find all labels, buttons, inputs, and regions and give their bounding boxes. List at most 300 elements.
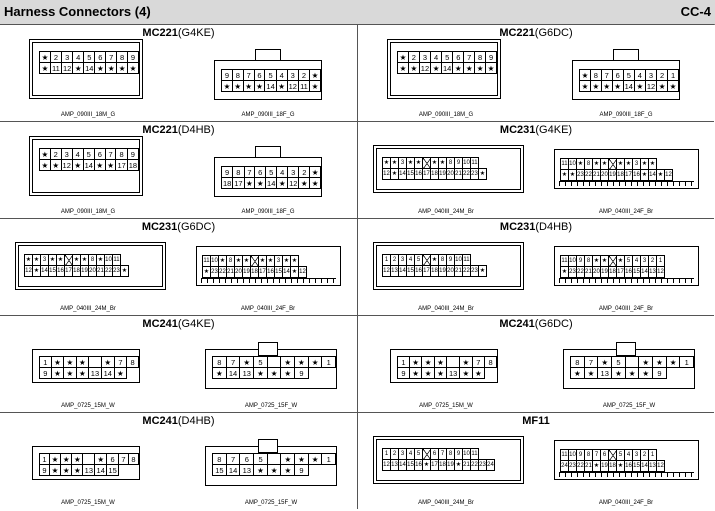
connector-title [358, 124, 714, 136]
connector-code: MC231 [499, 221, 536, 233]
pin-cell: 4 [431, 52, 442, 63]
pin-cell: ★ [95, 63, 106, 74]
pin-row [40, 454, 139, 465]
connector-variant: (G6DC) [534, 27, 573, 39]
pin-cell: 15 [407, 266, 415, 277]
connector-female [205, 349, 337, 389]
pin-cell: 8 [439, 255, 447, 266]
pin-cell: 5 [442, 52, 453, 63]
connector-part-label: AMP_040III_24F_Br [598, 209, 654, 215]
pin-cell: ★ [598, 357, 612, 368]
pin-cell: ★ [431, 63, 442, 74]
pin-cell: ★ [40, 149, 51, 160]
pin-cell: 13 [598, 368, 612, 379]
pin-cell: 1 [383, 255, 391, 266]
pin-cell: 22 [577, 461, 585, 472]
pin-cell: ★ [383, 158, 391, 169]
pin-cell: 8 [213, 454, 227, 465]
connector-part-label: AMP_090III_18M_G [60, 209, 116, 215]
pin-row [203, 267, 307, 278]
connector-female [554, 149, 699, 189]
pin-cell: ★ [40, 52, 51, 63]
pin-cell: ★ [464, 63, 475, 74]
pin-grid [560, 449, 665, 472]
pin-cell: 7 [106, 52, 117, 63]
pin-cell: 9 [455, 449, 463, 460]
pin-cell: ★ [593, 461, 601, 472]
pin-cell: 19 [601, 461, 609, 472]
pin-cell: ★ [612, 368, 626, 379]
connector-part-label: AMP_040III_24M_Br [418, 500, 474, 506]
pin-cell: ★ [479, 169, 487, 180]
pin-cell: ★ [641, 159, 649, 170]
pin-cell: 13 [391, 460, 399, 471]
pin-cell: 8 [89, 255, 97, 266]
pin-row [222, 70, 321, 81]
pin-cell: 6 [95, 52, 106, 63]
pin-row [40, 52, 139, 63]
connector-male [32, 42, 140, 96]
pin-cell: 22 [463, 169, 471, 180]
pin-cell: 14 [624, 81, 633, 91]
pin-cell: ★ [415, 158, 423, 169]
connector-variant: (G4KE) [535, 124, 573, 136]
connector-variant: (D4HB) [177, 124, 215, 136]
pin-cell: 2 [649, 256, 657, 267]
pin-cell: ★ [641, 170, 649, 181]
pin-cell: ★ [281, 368, 295, 379]
connector-variant: (D4HB) [535, 221, 573, 233]
pin-cell: 7 [119, 454, 129, 465]
pin-cell: 18 [609, 267, 617, 278]
pin-row [383, 158, 487, 169]
pin-cell: 20 [447, 169, 455, 180]
pin-grid [570, 356, 694, 379]
pin-cell: 8 [128, 454, 138, 465]
connector-latch [255, 146, 281, 158]
pin-cell: 1 [40, 454, 50, 465]
pin-cell: 18 [251, 267, 259, 278]
pin-cell: ★ [308, 357, 322, 368]
pin-cell: ★ [472, 368, 484, 379]
pin-cell: 21 [585, 461, 593, 472]
pin-cell: ★ [40, 63, 51, 74]
pin-cell: 3 [287, 70, 298, 81]
pin-cell: 9 [40, 368, 52, 379]
pin-cell: 6 [107, 454, 119, 465]
pin-cell: ★ [391, 158, 399, 169]
pin-cell: 6 [612, 70, 623, 81]
pin-cell: 11 [471, 449, 479, 460]
pin-cell: ★ [219, 256, 227, 267]
pin-cell: 18 [128, 160, 138, 170]
pin-row [580, 70, 679, 81]
pin-cell: ★ [617, 256, 625, 267]
connector-ribs [559, 278, 694, 283]
pin-cell: 14 [399, 266, 407, 277]
connector-female [214, 157, 322, 197]
pin-cell: ★ [203, 267, 211, 278]
pin-cell: 3 [645, 70, 656, 81]
pin-cell: ★ [434, 357, 446, 368]
pin-cell: 23 [471, 169, 479, 180]
pin-row [561, 256, 665, 267]
pin-cell: 8 [475, 52, 486, 63]
pin-cell: 22 [585, 170, 593, 181]
pin-row [561, 450, 665, 461]
pin-cell: 1 [398, 357, 410, 368]
pin-cell: ★ [49, 465, 60, 476]
connector-panel-mf11 [357, 412, 714, 509]
pin-row [561, 461, 665, 472]
pin-cell: ★ [114, 368, 126, 379]
pin-row [40, 149, 139, 160]
pin-cell: 24 [561, 461, 569, 472]
pin-cell: 7 [105, 149, 116, 160]
connector-latch [255, 49, 281, 61]
pin-cell: 9 [128, 52, 139, 63]
pin-cell: 6 [255, 167, 266, 178]
pin-cell: ★ [593, 159, 601, 170]
connector-part-label: AMP_090III_18M_G [418, 112, 474, 118]
connector-female [572, 60, 680, 100]
pin-cell: 12 [289, 178, 298, 188]
pin-cell [423, 255, 431, 266]
pin-cell: 9 [295, 465, 309, 476]
pin-cell: 11 [471, 158, 479, 169]
pin-cell: ★ [101, 357, 114, 368]
connector-male [390, 349, 498, 383]
pin-row [25, 266, 129, 277]
pin-cell: 14 [267, 178, 276, 188]
pin-cell: 20 [601, 170, 609, 181]
pin-row [222, 178, 321, 189]
pin-row [213, 368, 336, 379]
pin-grid [39, 356, 139, 379]
connector-panel-mc241 [357, 315, 714, 412]
pin-cell: 8 [585, 256, 593, 267]
pin-cell: ★ [460, 368, 472, 379]
pin-cell: 1 [668, 70, 679, 81]
pin-cell: 17 [234, 178, 243, 188]
pin-cell: ★ [593, 256, 601, 267]
pin-cell: ★ [657, 81, 668, 92]
pin-cell: 1 [322, 357, 336, 368]
connector-part-label: AMP_040III_24F_Br [598, 500, 654, 506]
connector-part-label: AMP_0725_15F_W [244, 403, 298, 409]
pin-cell: ★ [310, 81, 321, 92]
pin-cell: 20 [235, 267, 243, 278]
pin-cell: 3 [399, 449, 407, 460]
connector-code: MC231 [499, 124, 536, 136]
pin-cell: ★ [81, 255, 89, 266]
pin-cell: 7 [472, 357, 484, 368]
pin-cell: 9 [577, 450, 585, 461]
pin-cell: ★ [94, 160, 105, 171]
pin-cell: ★ [72, 454, 83, 465]
pin-cell: 15 [407, 460, 415, 471]
pin-cell: 23 [113, 266, 121, 277]
pin-cell: 7 [244, 167, 255, 178]
pin-cell: 18 [222, 178, 232, 188]
pin-cell: ★ [232, 81, 243, 92]
pin-row [398, 368, 497, 379]
pin-grid [39, 51, 139, 74]
pin-cell: 15 [633, 461, 641, 472]
connector-title [0, 415, 357, 427]
pin-cell: 19 [81, 266, 89, 277]
connector-latch [258, 342, 278, 356]
pin-grid [560, 158, 673, 181]
pin-cell: 19 [243, 267, 251, 278]
connector-latch [613, 49, 639, 61]
pin-cell: ★ [281, 465, 295, 476]
pin-cell: ★ [310, 178, 321, 189]
pin-cell: ★ [259, 256, 267, 267]
pin-cell: 20 [89, 266, 97, 277]
pin-cell: 14 [96, 465, 105, 475]
pin-cell: 2 [299, 167, 310, 178]
pin-cell: 8 [447, 449, 455, 460]
pin-cell: 9 [295, 368, 309, 379]
connector-ribs [201, 278, 336, 283]
pin-cell: ★ [422, 368, 434, 379]
pin-cell: 21 [227, 267, 235, 278]
pin-cell: 9 [127, 149, 138, 160]
pin-cell: 12 [62, 63, 72, 73]
pin-cell: 8 [127, 357, 139, 368]
pin-row [383, 255, 487, 266]
pin-cell: ★ [666, 357, 680, 368]
connector-male [32, 139, 140, 193]
pin-cell: 10 [455, 255, 463, 266]
pin-row [383, 169, 487, 180]
pin-cell: 5 [84, 52, 95, 63]
pin-cell: ★ [310, 70, 321, 81]
pin-cell [89, 357, 102, 368]
pin-cell: 7 [464, 52, 475, 63]
pin-row [398, 63, 497, 74]
pin-cell: 14 [266, 81, 275, 91]
pin-cell: ★ [584, 368, 598, 379]
pin-cell: 13 [240, 368, 254, 379]
pin-cell: ★ [398, 52, 409, 63]
pin-cell: ★ [668, 81, 679, 92]
pin-cell: 5 [265, 70, 276, 81]
pin-grid [579, 69, 679, 92]
pin-cell: 7 [439, 449, 447, 460]
pin-cell: 17 [423, 169, 431, 180]
pin-grid [221, 166, 321, 189]
pin-cell: 23 [577, 170, 585, 181]
pin-cell: 7 [114, 357, 126, 368]
pin-cell: 14 [443, 63, 452, 73]
pin-row [398, 357, 497, 368]
pin-grid [382, 254, 487, 277]
pin-cell: 5 [415, 449, 423, 460]
pin-cell: 12 [62, 160, 71, 170]
pin-cell [609, 450, 617, 461]
connector-part-label: AMP_040III_24M_Br [60, 306, 116, 312]
connector-part-label: AMP_040III_24F_Br [240, 306, 296, 312]
pin-cell: 12 [657, 461, 665, 472]
pin-cell: ★ [254, 81, 265, 92]
pin-cell: 2 [298, 70, 309, 81]
pin-row [213, 465, 336, 476]
pin-grid [39, 453, 139, 476]
pin-cell: 8 [447, 158, 455, 169]
page-number: CC-4 [680, 4, 711, 19]
pin-cell: 13 [649, 461, 657, 472]
pin-cell: 6 [94, 149, 105, 160]
pin-cell: 10 [569, 256, 577, 267]
connector-female [554, 246, 699, 286]
pin-cell: 18 [73, 266, 81, 277]
pin-cell: 4 [276, 70, 287, 81]
connector-code: MC221 [142, 27, 178, 39]
pin-cell: 15 [213, 465, 227, 476]
pin-row [40, 465, 139, 476]
connector-female [196, 246, 341, 286]
pin-cell: ★ [423, 460, 431, 471]
pin-cell [267, 454, 281, 465]
pin-cell: ★ [277, 178, 288, 189]
pin-cell: 12 [657, 267, 665, 278]
pin-cell: 13 [447, 368, 460, 379]
connector-variant: (D4HB) [177, 415, 215, 427]
pin-cell: 11 [203, 256, 211, 267]
pin-cell [83, 454, 95, 465]
connector-code: MC241 [142, 318, 178, 330]
pin-cell: ★ [453, 63, 464, 74]
pin-cell: 21 [455, 169, 463, 180]
pin-cell: 14 [399, 460, 407, 471]
pin-cell: 16 [625, 267, 633, 278]
pin-cell: 3 [419, 52, 430, 63]
pin-cell: ★ [128, 63, 139, 74]
pin-cell: ★ [40, 160, 51, 171]
pin-cell: 18 [617, 170, 625, 181]
pin-cell: 13 [84, 465, 93, 475]
pin-grid [382, 157, 487, 180]
pin-cell: ★ [486, 63, 497, 74]
pin-cell: ★ [72, 160, 83, 171]
pin-cell: ★ [617, 461, 625, 472]
connector-code: MC241 [142, 415, 178, 427]
pin-cell: ★ [240, 357, 254, 368]
pin-cell: 16 [415, 169, 423, 180]
connector-ribs [559, 472, 694, 477]
pin-cell: ★ [310, 167, 321, 178]
pin-cell: 4 [634, 70, 645, 81]
pin-cell: ★ [434, 368, 446, 379]
pin-cell: 5 [415, 255, 423, 266]
connector-part-label: AMP_0725_15M_W [61, 500, 115, 506]
pin-cell: ★ [639, 357, 653, 368]
pin-cell: 11 [113, 255, 121, 266]
pin-cell: ★ [409, 357, 421, 368]
pin-cell: 22 [463, 266, 471, 277]
pin-cell: 15 [108, 465, 117, 475]
pin-cell: 3 [62, 52, 73, 63]
pin-row [40, 368, 139, 379]
connector-title [358, 221, 714, 233]
pin-cell: 2 [50, 149, 61, 160]
pin-cell: ★ [33, 266, 41, 277]
pin-cell: 15 [633, 267, 641, 278]
pin-cell: ★ [33, 255, 41, 266]
pin-cell: 8 [227, 256, 235, 267]
pin-cell: 1 [383, 449, 391, 460]
pin-cell: ★ [590, 81, 601, 92]
pin-cell [423, 449, 431, 460]
pin-cell: ★ [455, 460, 463, 471]
pin-cell: ★ [105, 160, 116, 171]
pin-row [213, 357, 336, 368]
pin-cell: 21 [463, 460, 471, 471]
pin-cell: 5 [254, 357, 268, 368]
pin-cell: 21 [455, 266, 463, 277]
pin-cell [267, 357, 281, 368]
pin-cell: 12 [288, 81, 297, 91]
pin-grid [397, 51, 497, 74]
connector-variant: (G6DC) [177, 221, 216, 233]
connector-panel-mc221 [357, 24, 714, 121]
pin-cell [609, 159, 617, 170]
connector-part-label: AMP_0725_15F_W [244, 500, 298, 506]
pin-cell: 3 [61, 149, 72, 160]
pin-cell: 2 [391, 449, 399, 460]
pin-cell [609, 256, 617, 267]
pin-cell [625, 357, 639, 368]
connector-female [563, 349, 695, 389]
pin-cell: 10 [105, 255, 113, 266]
connector-latch [258, 439, 278, 453]
pin-cell: 7 [226, 357, 240, 368]
pin-cell [251, 256, 259, 267]
pin-cell: 3 [41, 255, 49, 266]
connector-part-label: AMP_090III_18F_G [599, 112, 653, 118]
pin-cell: 12 [25, 266, 33, 277]
pin-cell: ★ [653, 357, 667, 368]
pin-cell: ★ [235, 256, 243, 267]
connector-code: MF11 [522, 415, 550, 427]
pin-cell: 4 [407, 255, 415, 266]
connector-ribs [559, 181, 694, 186]
pin-cell: 17 [423, 266, 431, 277]
connector-code: MC221 [499, 27, 535, 39]
pin-cell: 14 [226, 465, 240, 476]
pin-cell: 4 [72, 149, 83, 160]
pin-cell: 9 [486, 52, 497, 63]
pin-cell: 12 [383, 266, 391, 277]
pin-cell: ★ [117, 63, 128, 74]
pin-cell: 12 [646, 81, 656, 91]
pin-cell: 20 [593, 267, 601, 278]
pin-cell: 2 [408, 52, 419, 63]
connector-panel-mc231 [0, 218, 357, 315]
pin-cell: 8 [116, 149, 127, 160]
pin-cell: ★ [431, 158, 439, 169]
connector-part-label: AMP_090III_18M_G [60, 112, 116, 118]
pin-cell [65, 255, 73, 266]
pin-cell: ★ [213, 368, 227, 379]
pin-cell: 11 [561, 159, 569, 170]
pin-cell: ★ [222, 81, 233, 92]
pin-grid [212, 356, 336, 379]
pin-cell: 5 [83, 149, 94, 160]
connector-part-label: AMP_040III_24M_Br [418, 306, 474, 312]
